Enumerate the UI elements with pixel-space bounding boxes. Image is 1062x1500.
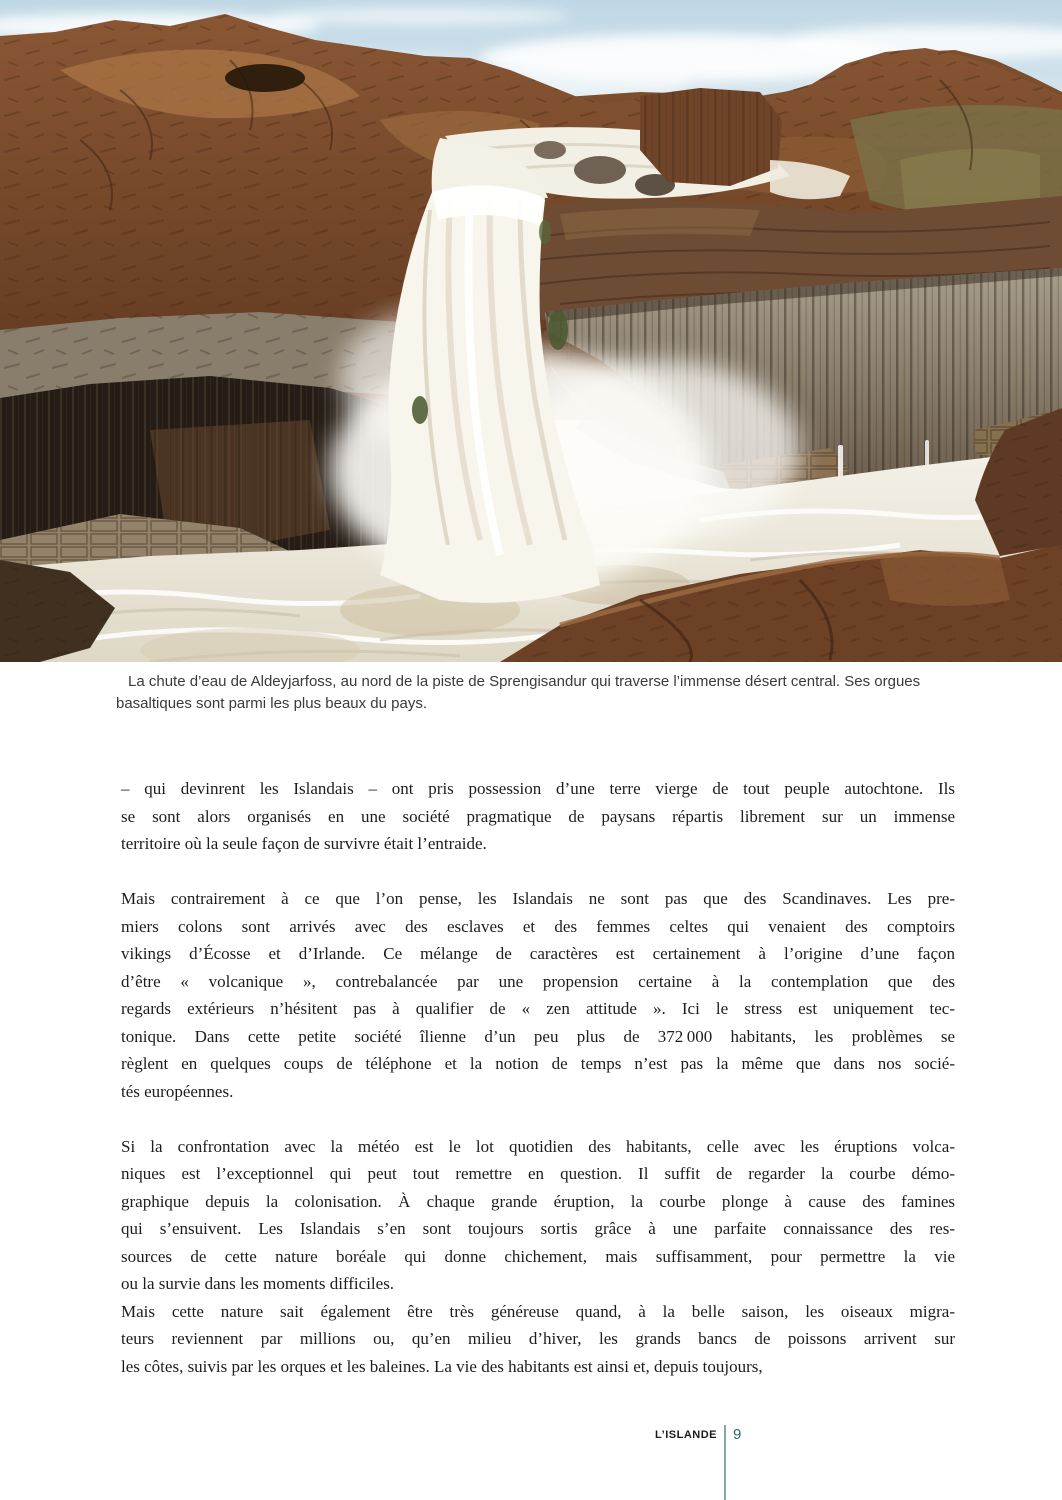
- text-line: niques est l’exceptionnel qui peut tout remettre en question. Il suffit de regarder la courbe démo-: [121, 1164, 955, 1183]
- text-line: règlent en quelques coups de téléphone et la notion de temps n’est pas la même que dans nos socié-: [121, 1054, 955, 1073]
- footer-divider-line: [724, 1425, 726, 1500]
- paragraph: [121, 1133, 955, 1298]
- waterfall-photo: [0, 0, 1062, 662]
- paragraph: [121, 775, 955, 858]
- waterfall-photo-art: [0, 0, 1062, 662]
- text-line: sources de cette nature boréale qui donne chichement, mais suffisamment, pour permettre la vie: [121, 1246, 955, 1266]
- text-line: graphique depuis la colonisation. À chaque grande éruption, la courbe plonge à cause des famines: [121, 1191, 955, 1211]
- text-line: Si la confrontation avec la météo est le lot quotidien des habitants, celle avec les éruptions volca-: [121, 1136, 955, 1156]
- text-line: tés européennes.: [121, 1081, 234, 1101]
- text-line: se sont alors organisés en une société pragmatique de paysans répartis librement sur un immense: [121, 806, 955, 826]
- text-line: tonique. Dans cette petite société îlienne d’un peu plus de 372 000 habitants, les problèmes se: [121, 1026, 955, 1046]
- page-number: 9: [733, 1426, 742, 1443]
- text-line: Mais contrairement à ce que l’on pense, les Islandais ne sont pas que des Scandinaves. Les pre-: [121, 889, 955, 908]
- text-line: miers colons sont arrivés avec des esclaves et des femmes celtes qui venaient des comptoirs: [121, 916, 955, 936]
- text-line: – qui devinrent les Islandais – ont pris possession d’une terre vierge de tout peuple autochtone. Ils: [121, 779, 955, 798]
- photo-caption: La chute d’eau de Aldeyjarfoss, au nord de la piste de Sprengisandur qui traverse l’immense désert central. Ses orgues basaltiques sont parmi les plus beaux du pays.: [116, 673, 921, 712]
- text-line: qui s’ensuivent. Les Islandais s’en sont toujours sortis grâce à une parfaite connaissance des res-: [121, 1219, 955, 1238]
- body-text: [121, 775, 955, 1380]
- text-line: d’être « volcanique », contrebalancée par une propension certaine à la contemplation que des: [121, 971, 955, 991]
- text-line: regards extérieurs n’hésitent pas à qualifier de « zen attitude ». Ici le stress est uniquement tec-: [121, 999, 955, 1018]
- text-line: Mais cette nature sait également être très généreuse quand, à la belle saison, les oiseaux migra-: [121, 1301, 955, 1321]
- paragraph: [121, 1298, 955, 1381]
- text-line: territoire où la seule façon de survivre était l’entraide.: [121, 834, 487, 853]
- text-line: vikings d’Écosse et d’Irlande. Ce mélange de caractères est certainement à l’origine d’une façon: [121, 944, 955, 963]
- footer-book-title: L’ISLANDE: [655, 1429, 717, 1441]
- text-line: ou la survie dans les moments difficiles.: [121, 1274, 395, 1293]
- text-line: les côtes, suivis par les orques et les baleines. La vie des habitants est ainsi et, depuis toujours,: [121, 1356, 763, 1376]
- text-line: teurs reviennent par millions ou, qu’en milieu d’hiver, les grands bancs de poissons arrivent sur: [121, 1329, 955, 1348]
- paragraph: [121, 885, 955, 1105]
